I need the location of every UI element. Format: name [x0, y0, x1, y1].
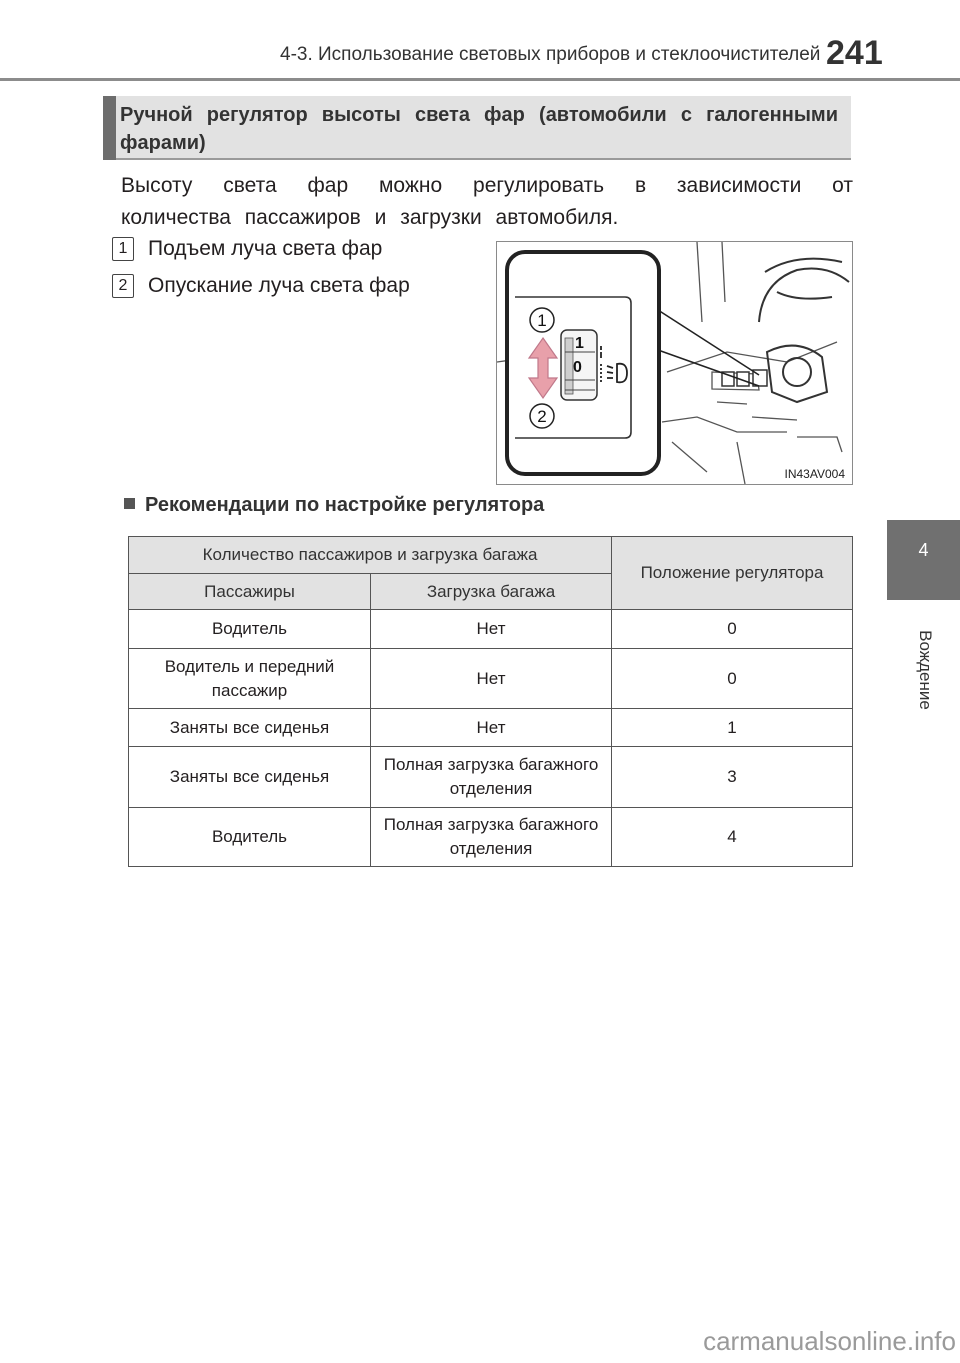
cell-passengers: Водитель и передний пассажир [129, 649, 371, 709]
table-row [129, 649, 853, 709]
chapter-label: Вождение [916, 630, 935, 710]
switch-cluster [722, 370, 767, 386]
chapter-label-box [910, 618, 934, 728]
chapter-number: 4 [918, 540, 929, 560]
cell-position: 3 [612, 747, 853, 808]
page-number: 241 [826, 34, 883, 72]
cell-passengers: Водитель [129, 610, 371, 649]
callout-1-number: 1 [112, 237, 134, 261]
cell-passengers: Заняты все сиденья [129, 709, 371, 747]
cell-luggage: Полная загрузка багажного отделения [371, 747, 612, 808]
section-heading-box [103, 96, 851, 160]
table-header-luggage: Загрузка багажа [371, 574, 612, 610]
leveling-recommendations-table [128, 536, 853, 867]
figure-mark-2: 2 [537, 407, 547, 426]
callout-2 [112, 273, 410, 299]
cell-position: 0 [612, 649, 853, 709]
cell-luggage: Полная загрузка багажного отделения [371, 808, 612, 867]
figure-illustration [497, 242, 852, 484]
intro-paragraph: Высоту света фар можно регулировать в зависимости от количества пассажиров и загрузки автомобиля. [121, 174, 853, 229]
watermark: carmanualsonline.info [703, 1326, 956, 1356]
dial-number-1: 1 [575, 335, 584, 352]
callout-2-number: 2 [112, 274, 134, 298]
header-rule [0, 78, 960, 81]
subheading-text: Рекомендации по настройке регулятора [145, 494, 545, 516]
table-header-passengers: Пассажиры [129, 574, 371, 610]
leveling-thumbwheel [561, 330, 597, 400]
table-row [129, 808, 853, 867]
table-row [129, 747, 853, 808]
callout-2-text: Опускание луча света фар [148, 274, 410, 297]
table-header-position: Положение регулятора [612, 537, 853, 610]
table-header-group: Количество пассажиров и загрузка багажа [129, 537, 612, 574]
callout-1 [112, 236, 382, 262]
cell-passengers: Заняты все сиденья [129, 747, 371, 808]
recommendations-subheading [124, 494, 544, 517]
callout-1-text: Подъем луча света фар [148, 237, 383, 260]
section-heading-bar [103, 96, 116, 160]
cell-luggage: Нет [371, 649, 612, 709]
cell-position: 4 [612, 808, 853, 867]
chapter-tab [887, 520, 960, 600]
steering-wheel [759, 259, 849, 402]
headlight-leveling-figure [496, 241, 853, 485]
running-header: 4-3. Использование световых приборов и стеклоочистителей [280, 44, 821, 65]
figure-code: IN43AV004 [784, 467, 845, 481]
section-heading: Ручной регулятор высоты света фар (автомобили с галогенными фарами) [120, 104, 838, 154]
cell-position: 1 [612, 709, 853, 747]
cell-passengers: Водитель [129, 808, 371, 867]
table-row [129, 709, 853, 747]
cell-position: 0 [612, 610, 853, 649]
square-bullet-icon [124, 498, 135, 509]
figure-mark-1: 1 [537, 311, 547, 330]
table-row [129, 610, 853, 649]
dial-number-0: 0 [573, 359, 582, 376]
cell-luggage: Нет [371, 610, 612, 649]
cell-luggage: Нет [371, 709, 612, 747]
